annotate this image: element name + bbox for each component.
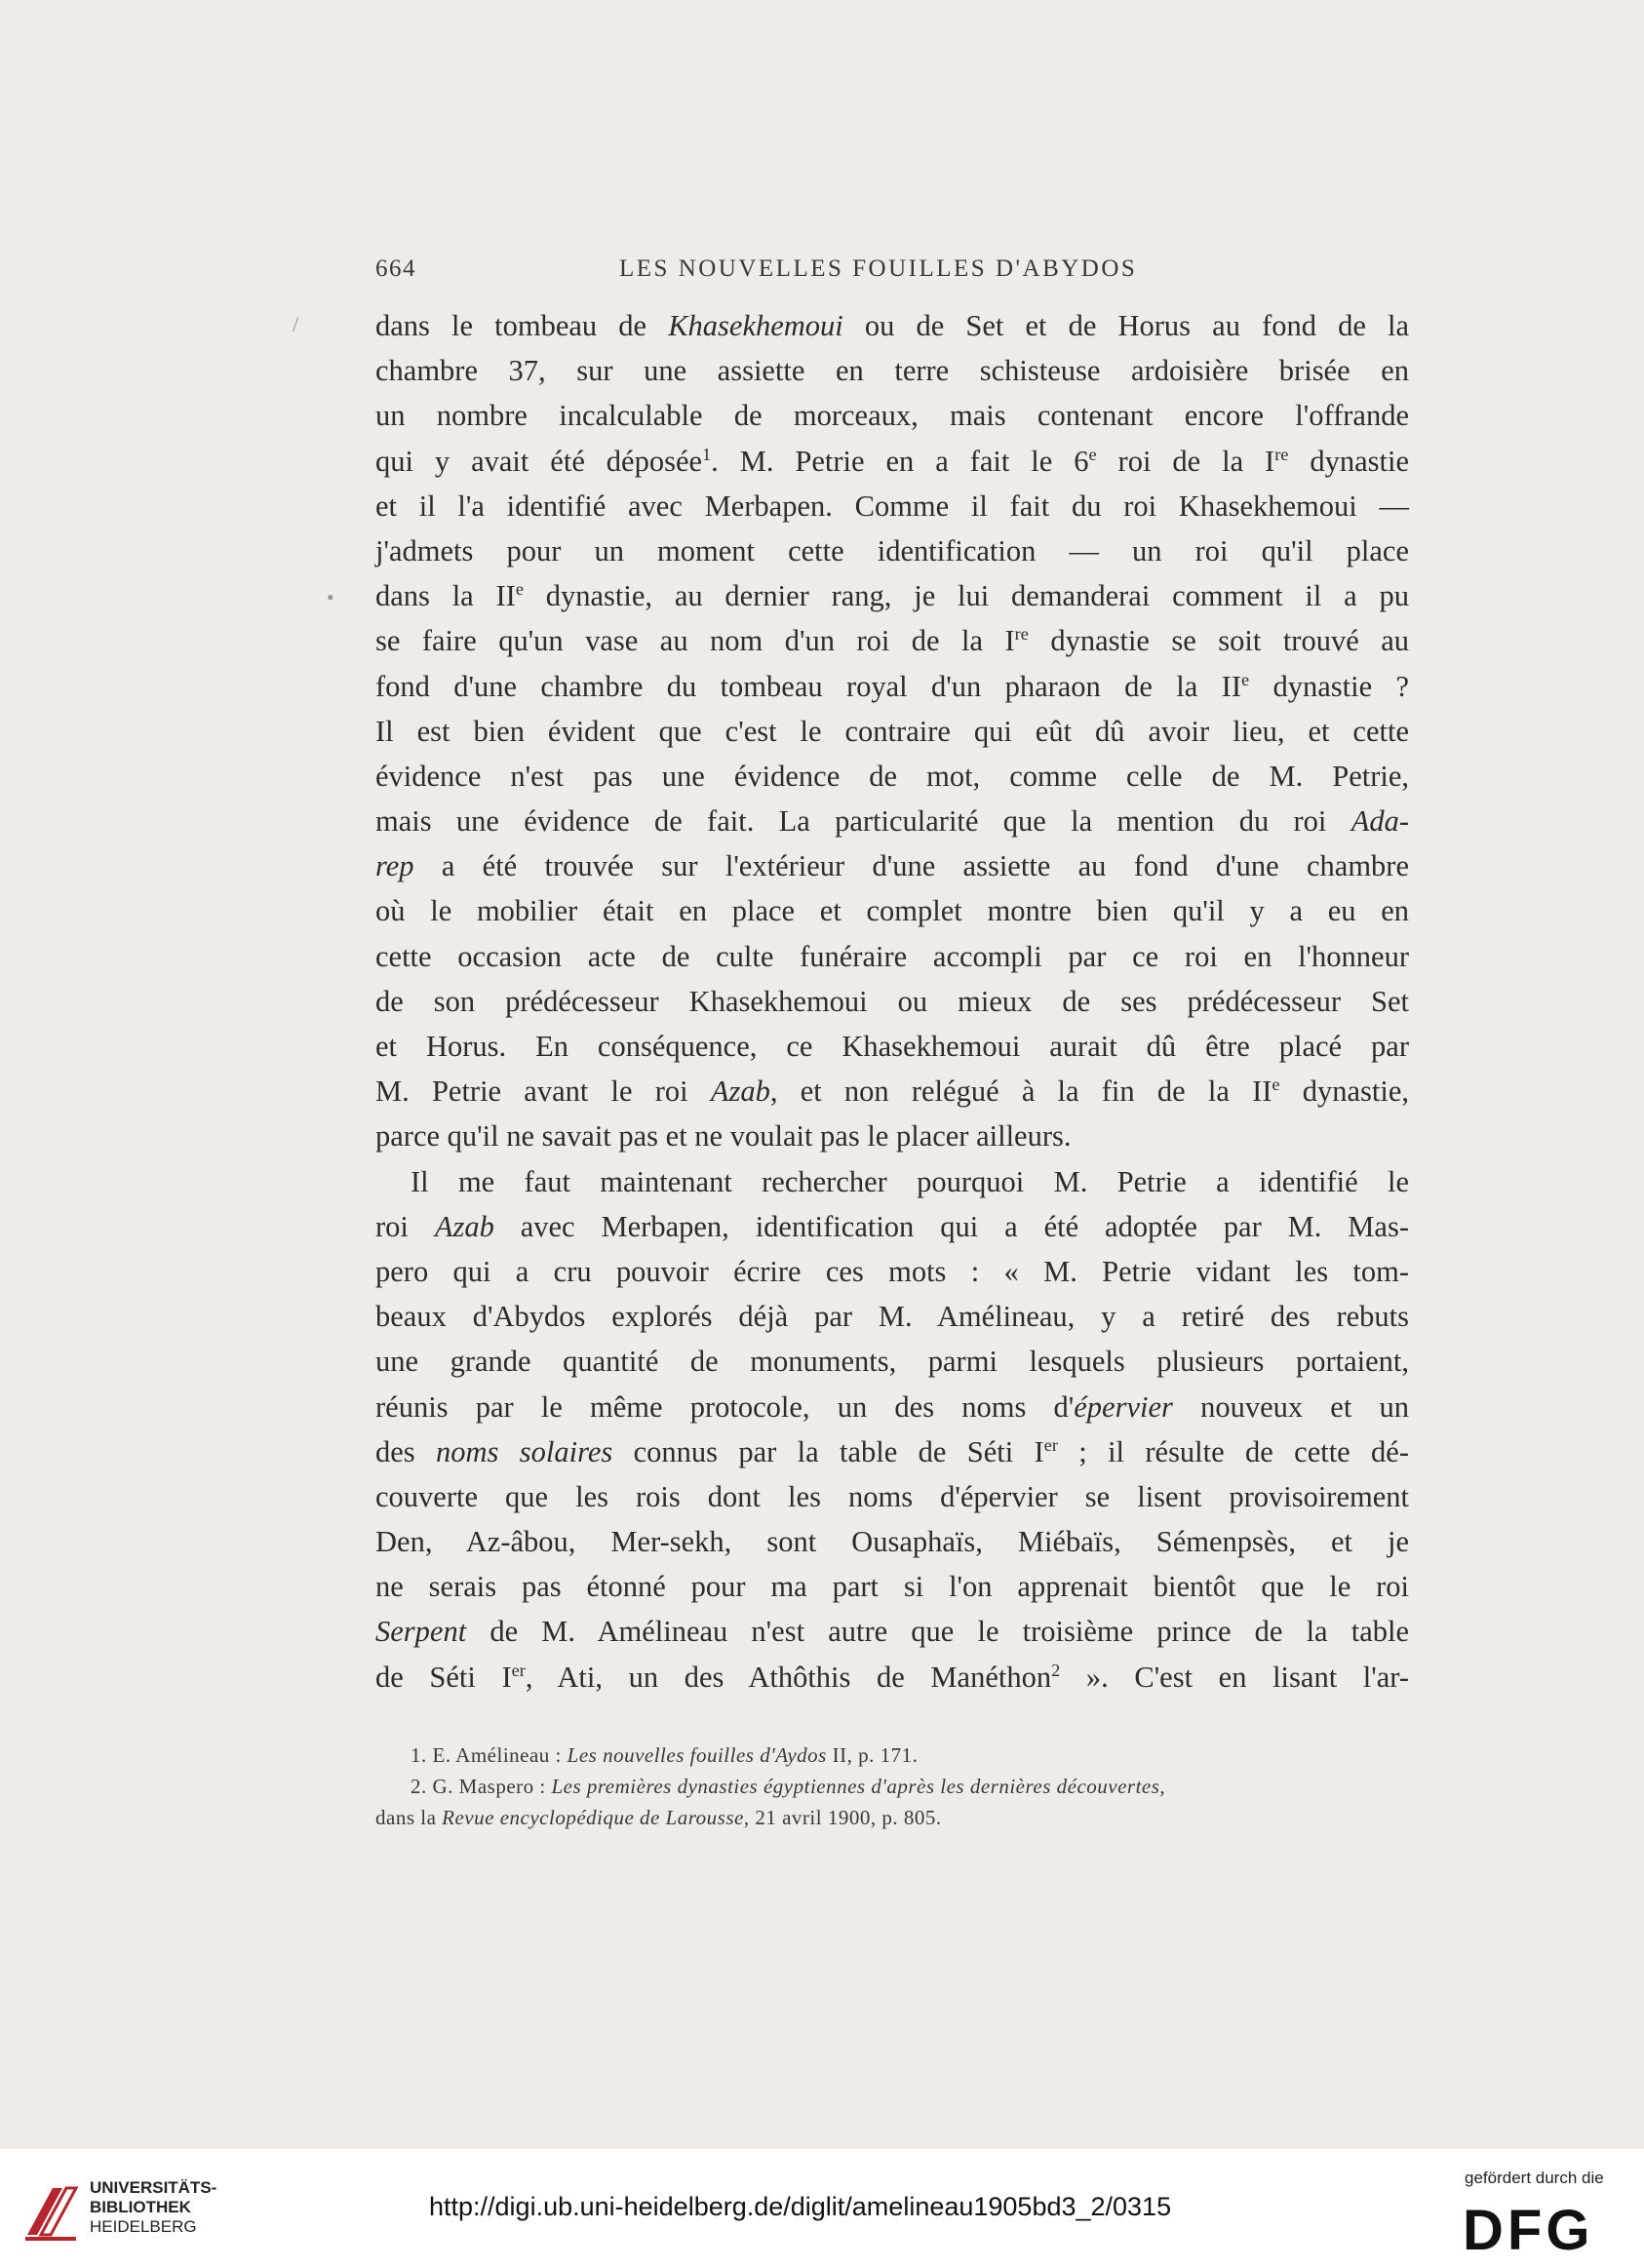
text-line: couverte que les rois dont les noms d'épervier se lisent provisoirement <box>375 1479 1409 1513</box>
digitization-footer <box>0 2149 1644 2268</box>
text-line: évidence n'est pas une évidence de mot, comme celle de M. Petrie, <box>375 759 1409 793</box>
permalink-url[interactable]: http://digi.ub.uni-heidelberg.de/diglit/amelineau1905bd3_2/0315 <box>429 2192 1172 2221</box>
text-line: roi Azab avec Merbapen, identification qui a été adoptée par M. Mas- <box>375 1209 1409 1243</box>
funded-by-label: gefördert durch die <box>1465 2169 1604 2187</box>
text-line: et Horus. En conséquence, ce Khasekhemoui aurait dû être placé par <box>375 1030 1409 1063</box>
text-line: mais une évidence de fait. La particularité que la mention du roi Ada- <box>375 804 1409 839</box>
dfg-logo: DFG <box>1463 2199 1594 2262</box>
library-name: UNIVERSITÄTS- BIBLIOTHEK HEIDELBERG <box>90 2178 217 2236</box>
page-number: 664 <box>375 255 416 282</box>
text-line: dans le tombeau de Khasekhemoui ou de Set et de Horus au fond de la <box>375 309 1409 342</box>
text-line: M. Petrie avant le roi Azab, et non relégué à la fin de la IIe dynastie, <box>375 1075 1409 1109</box>
text-line: ne serais pas étonné pour ma part si l'on apprenait bientôt que le roi <box>375 1570 1409 1604</box>
text-line: chambre 37, sur une assiette en terre schisteuse ardoisière brisée en <box>375 354 1409 388</box>
text-line: Il est bien évident que c'est le contraire qui eût dû avoir lieu, et cette <box>375 714 1409 748</box>
body-text <box>375 303 1409 1700</box>
text-line: réunis par le même protocole, un des noms d'épervier nouveux et un <box>375 1389 1409 1424</box>
text-line: dans la IIe dynastie, au dernier rang, je lui demanderai comment il a pu <box>375 578 1409 613</box>
library-logo-icon <box>20 2176 82 2245</box>
running-title: LES NOUVELLES FOUILLES D'ABYDOS <box>619 255 1138 282</box>
text-line: de Séti Ier, Ati, un des Athôthis de Manéthon$^2$ ». C'est en lisant l'ar- <box>375 1660 1409 1694</box>
text-line: et il l'a identifié avec Merbapen. Comme il fait du roi Khasekhemoui — <box>375 489 1409 523</box>
text-line: se faire qu'un vase au nom d'un roi de la Ire dynastie se soit trouvé au <box>375 624 1409 658</box>
text-line: Il me faut maintenant rechercher pourquoi M. Petrie a identifié le <box>411 1164 1409 1198</box>
text-line: qui y avait été déposée$^1$. M. Petrie en a fait le 6e roi de la Ire dynastie <box>375 444 1409 478</box>
text-line: Den, Az-âbou, Mer-sekh, sont Ousaphaïs, Miébaïs, Sémenpsès, et je <box>375 1525 1409 1559</box>
text-line: pero qui a cru pouvoir écrire ces mots : « M. Petrie vidant les tom- <box>375 1254 1409 1288</box>
text-line: cette occasion acte de culte funéraire accompli par ce roi en l'honneur <box>375 939 1409 973</box>
text-line: fond d'une chambre du tombeau royal d'un pharaon de la IIe dynastie ? <box>375 669 1409 703</box>
margin-pencil-mark: / <box>293 312 299 336</box>
margin-bullet-mark: • <box>327 585 334 609</box>
text-line: parce qu'il ne savait pas et ne voulait pas le placer ailleurs. <box>375 1119 1072 1154</box>
text-line: de son prédécesseur Khasekhemoui ou mieux de ses prédécesseur Set <box>375 984 1409 1018</box>
text-line: un nombre incalculable de morceaux, mais contenant encore l'offrande <box>375 399 1409 433</box>
text-line: j'admets pour un moment cette identification — un roi qu'il place <box>375 533 1409 567</box>
text-line: rep a été trouvée sur l'extérieur d'une assiette au fond d'une chambre <box>375 849 1409 883</box>
text-line: des noms solaires connus par la table de Séti Ier ; il résulte de cette dé- <box>375 1434 1410 1468</box>
footnote-2: 2. G. Maspero : Les premières dynasties égyptiennes d'après les dernières découvertes, <box>411 1775 1166 1798</box>
footnote-1: 1. E. Amélineau : Les nouvelles fouilles d'Aydos II, p. 171. <box>411 1743 919 1767</box>
text-line: une grande quantité de monuments, parmi lesquels plusieurs portaient, <box>375 1345 1409 1379</box>
text-line: où le mobilier était en place et complet montre bien qu'il y a eu en <box>375 894 1409 928</box>
text-line: Serpent de M. Amélineau n'est autre que le troisième prince de la table <box>375 1615 1409 1649</box>
text-line: beaux d'Abydos explorés déjà par M. Amélineau, y a retiré des rebuts <box>375 1300 1409 1334</box>
footnotes <box>375 1740 1409 1833</box>
footnote-2-continued: dans la Revue encyclopédique de Larousse, 21 avril 1900, p. 805. <box>375 1806 942 1829</box>
